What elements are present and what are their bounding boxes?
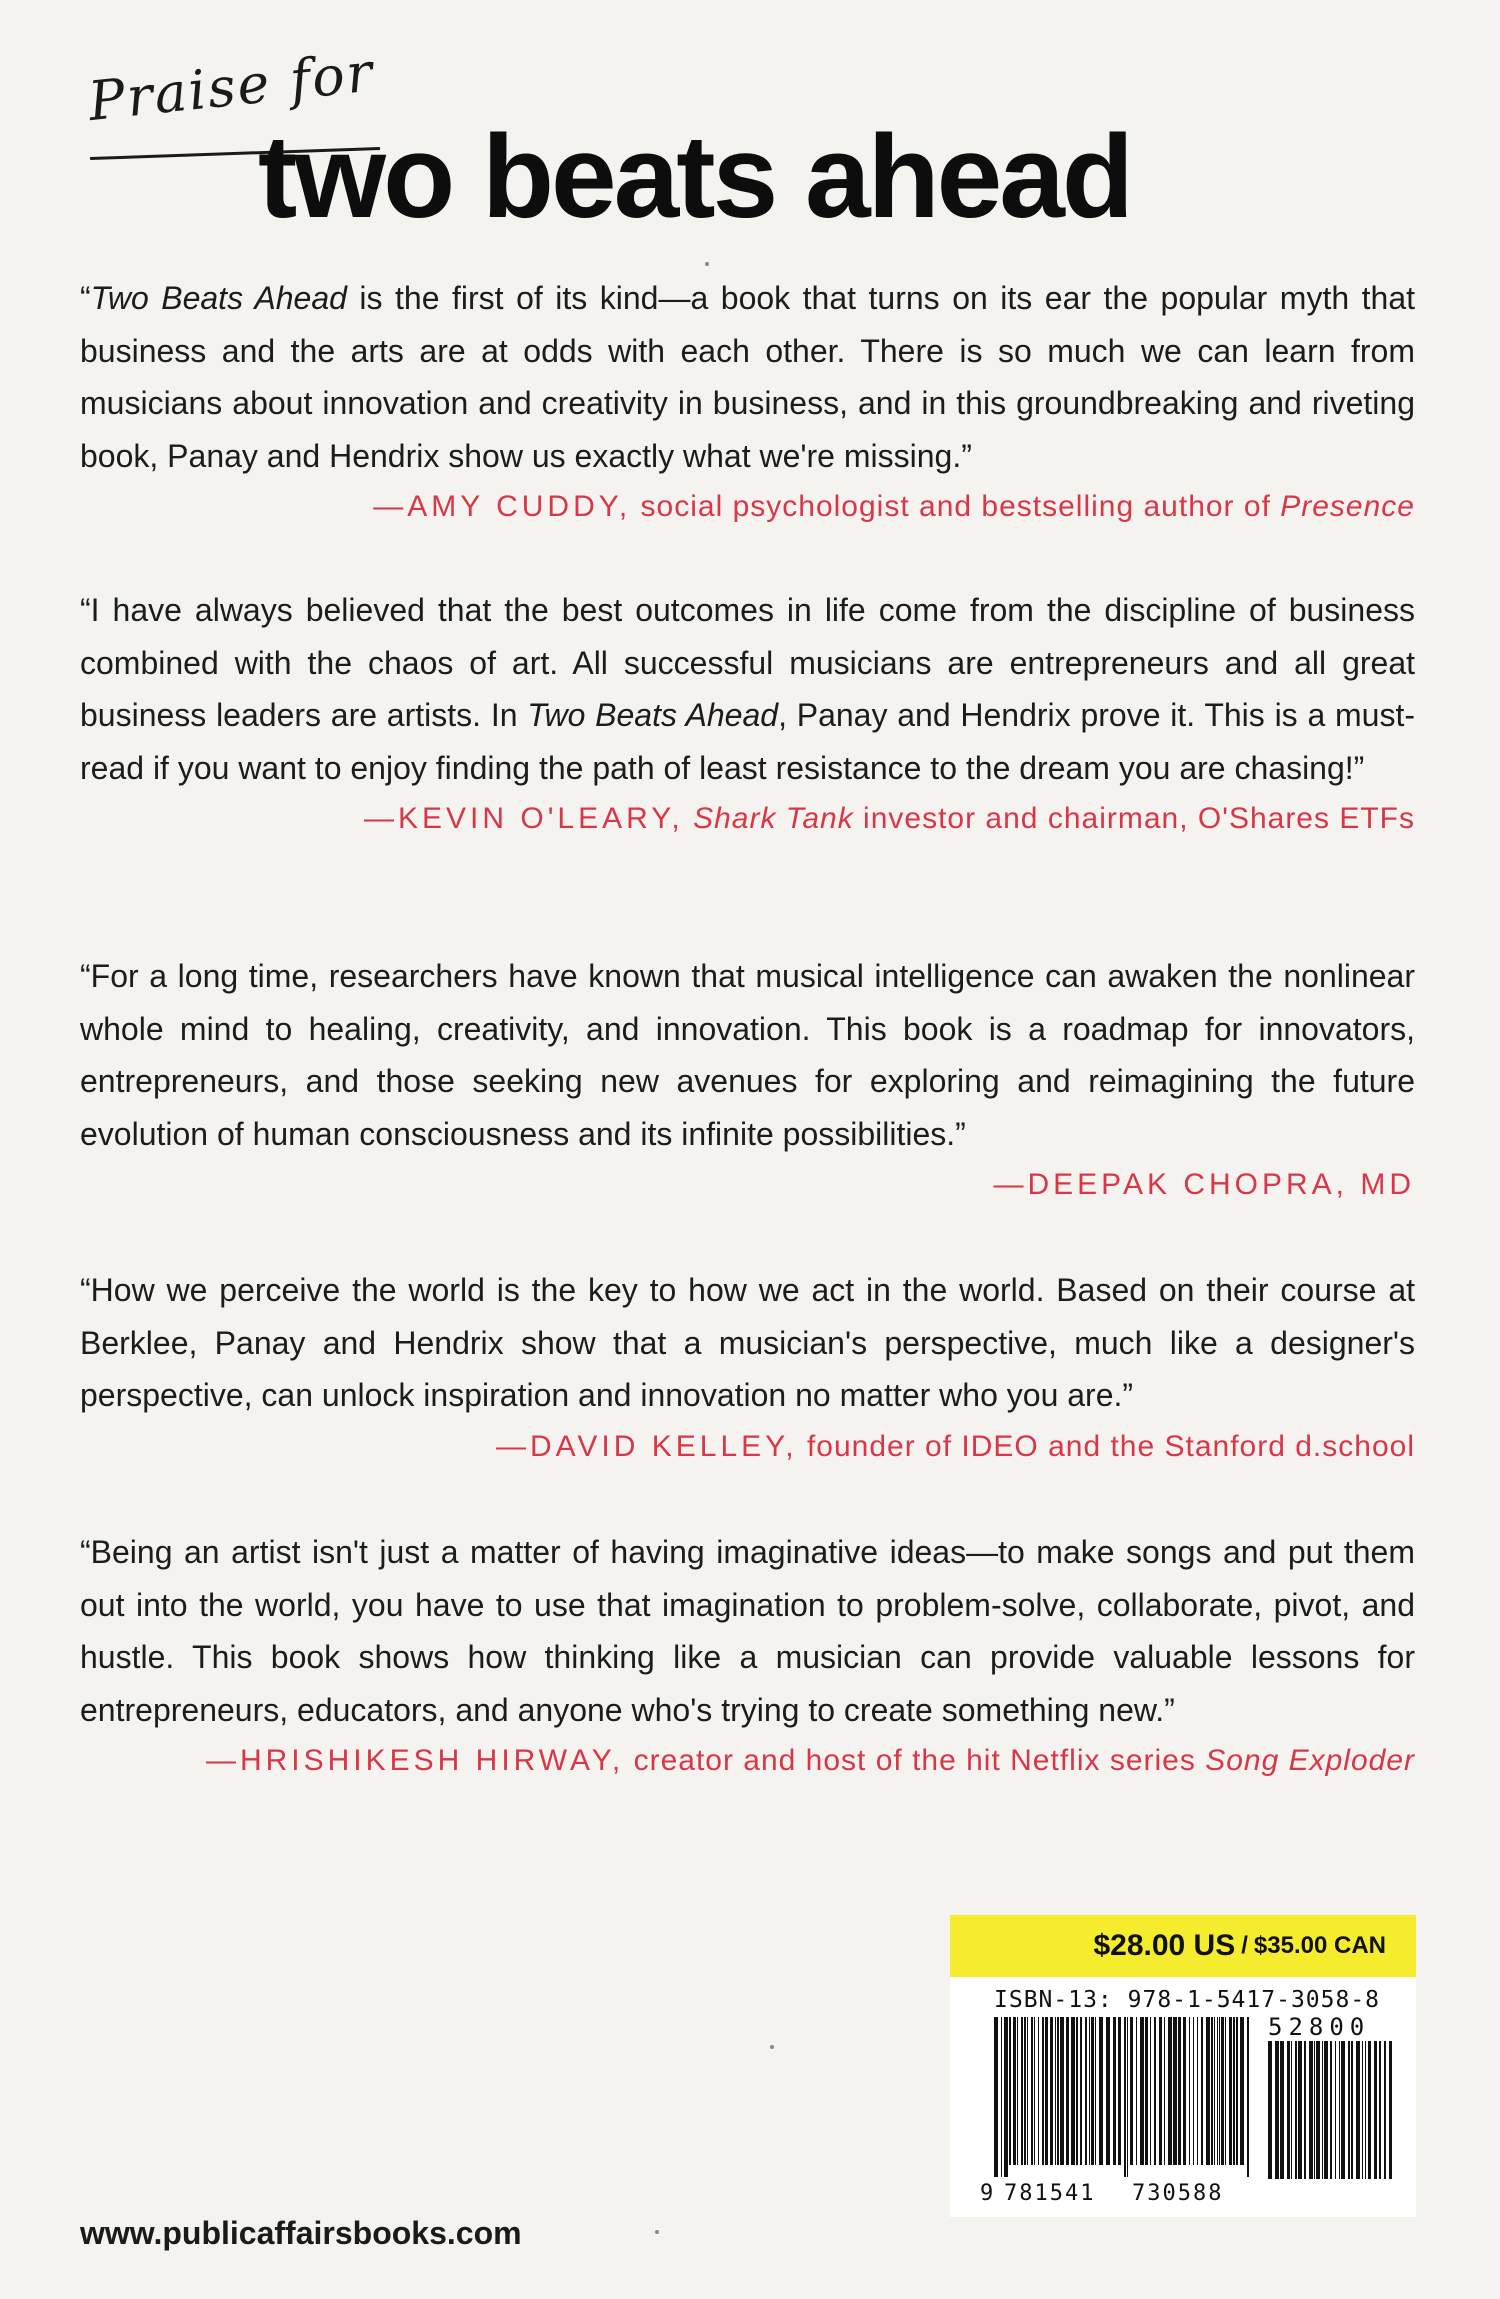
- barcode-bar: [1240, 2017, 1244, 2165]
- barcode-bar: [1189, 2017, 1190, 2165]
- barcode-bar: [1045, 2017, 1048, 2165]
- barcode-bar: [1050, 2017, 1053, 2165]
- barcode-addon-bars: [1268, 2041, 1398, 2191]
- barcode-bar: [1060, 2017, 1064, 2165]
- barcode-bar: [1384, 2041, 1386, 2179]
- blurb-amy-cuddy: [80, 272, 1415, 532]
- blurb-text: “How we perceive the world is the key to how we act in the world. Based on their course at Berklee, Panay and Hendrix show that a musician's perspective, much like a designer's perspective, can unlock inspiration and innovation no matter who you are.”: [80, 1272, 1415, 1413]
- speck: [655, 2230, 659, 2234]
- barcode-bar: [1127, 2017, 1128, 2177]
- barcode-bar: [1229, 2017, 1232, 2165]
- price-label: [950, 1915, 1416, 1977]
- barcode-bar: [1280, 2041, 1284, 2179]
- attribution-name: —KEVIN O'LEARY,: [364, 802, 684, 835]
- barcode-bar: [1066, 2017, 1069, 2165]
- attribution-name: —HRISHIKESH HIRWAY,: [205, 1744, 625, 1777]
- blurb-attribution: [80, 794, 1415, 844]
- barcode-bar: [1089, 2017, 1090, 2165]
- blurb-deepak-chopra: [80, 950, 1415, 1210]
- barcode-bar: [1013, 2017, 1016, 2165]
- barcode-bar: [1351, 2041, 1353, 2179]
- barcode-bar: [1362, 2041, 1363, 2179]
- barcode-bar: [1356, 2041, 1360, 2179]
- barcode-bar: [1304, 2041, 1306, 2179]
- blurb-attribution: [80, 1736, 1415, 1786]
- barcode: [950, 1977, 1416, 2217]
- barcode-bar: [1219, 2017, 1220, 2165]
- attribution-name: —DAVID KELLEY,: [495, 1429, 798, 1463]
- barcode-bar: [1038, 2017, 1039, 2165]
- barcode-bar: [1145, 2017, 1148, 2165]
- ean-first-digit: 9: [980, 2181, 994, 2206]
- barcode-main-bars: [994, 2017, 1256, 2177]
- barcode-bar: [1206, 2017, 1210, 2165]
- barcode-bar: [1154, 2017, 1156, 2165]
- attribution-role: social psychologist and bestselling author of: [631, 490, 1281, 523]
- barcode-bar: [1027, 2017, 1028, 2165]
- barcode-bar: [994, 2017, 998, 2177]
- ean-right-digits: 730588: [1132, 2181, 1224, 2206]
- barcode-bar: [1168, 2017, 1172, 2165]
- barcode-bar: [1113, 2017, 1116, 2165]
- barcode-bar: [1341, 2041, 1345, 2179]
- barcode-bar: [1106, 2017, 1110, 2165]
- speck: [770, 2045, 774, 2049]
- barcode-bar: [1389, 2041, 1392, 2179]
- barcode-bar: [1214, 2017, 1215, 2165]
- blurb-david-kelley: [80, 1264, 1415, 1472]
- attribution-book: Presence: [1280, 490, 1415, 523]
- barcode-bar: [1159, 2017, 1162, 2165]
- barcode-bar: [1314, 2041, 1315, 2179]
- barcode-bar: [1004, 2017, 1008, 2177]
- attribution-role: creator and host of the hit Netflix series: [624, 1744, 1206, 1777]
- barcode-bar: [1197, 2017, 1198, 2165]
- barcode-bar: [1236, 2017, 1238, 2165]
- barcode-bar: [1368, 2041, 1371, 2179]
- barcode-addon-number: 52800: [1268, 2013, 1371, 2041]
- barcode-bar: [1348, 2041, 1350, 2179]
- barcode-bar: [1247, 2017, 1249, 2177]
- blurb-text: “Being an artist isn't just a matter of having imaginative ideas—to make songs and put them out into the world, you have to use that imagination to problem-solve, collaborate, pivot, and hustle. This book shows how thinking like a musician can provide valuable lessons for entrepreneurs, educators, and anyone who's trying to create something new.”: [80, 1534, 1415, 1728]
- praise-for-label: Praise for: [85, 40, 378, 133]
- barcode-bar: [1031, 2017, 1033, 2165]
- barcode-bar: [1233, 2017, 1235, 2165]
- blurb-body: “I have always believed that the best outcomes in life come from the discipline of business combined with the chaos of art. All successful musicians are entrepreneurs and all great business leaders are artists. In: [80, 592, 1415, 733]
- barcode-bar: [1173, 2017, 1177, 2165]
- barcode-bar: [1091, 2017, 1094, 2165]
- barcode-bar: [1330, 2041, 1332, 2179]
- barcode-bar: [1164, 2017, 1165, 2165]
- barcode-bar: [1193, 2017, 1194, 2165]
- price-separator: /: [1241, 1932, 1248, 1959]
- barcode-bar: [1099, 2017, 1103, 2165]
- publisher-website[interactable]: www.publicaffairsbooks.com: [80, 2215, 522, 2251]
- speck: [705, 262, 709, 266]
- price-can: $35.00 CAN: [1253, 1932, 1386, 1959]
- barcode-bar: [1322, 2041, 1323, 2179]
- attribution-show: Song Exploder: [1205, 1744, 1415, 1777]
- barcode-bar: [1042, 2017, 1044, 2165]
- barcode-bar: [1379, 2041, 1381, 2179]
- barcode-bar: [1183, 2017, 1186, 2165]
- barcode-bar: [1055, 2017, 1056, 2165]
- price-us: $28.00 US: [1093, 1929, 1236, 1962]
- barcode-bar: [1076, 2017, 1078, 2165]
- barcode-bar: [1150, 2017, 1151, 2165]
- barcode-bar: [1021, 2017, 1023, 2165]
- barcode-bar: [1335, 2041, 1336, 2179]
- barcode-bar: [1201, 2017, 1203, 2165]
- barcode-bar: [1085, 2017, 1087, 2165]
- blurb-attribution: [80, 482, 1415, 532]
- barcode-bar: [1295, 2041, 1297, 2179]
- barcode-bar: [1080, 2017, 1082, 2165]
- blurb-attribution: [80, 1422, 1415, 1472]
- blurb-book-title: Two Beats Ahead: [90, 280, 347, 316]
- barcode-bar: [1298, 2041, 1302, 2179]
- blurb-text: “Two Beats Ahead is the first of its kind—a book that turns on its ear the popular myth that business and the arts are at odds with each other. There is so much we can learn from musicians about innovation and creativity in business, and in this groundbreaking and riveting book, Panay and Hendrix show us exactly what we're missing.”: [80, 280, 1416, 474]
- barcode-bar: [1178, 2017, 1181, 2165]
- barcode-bar: [1009, 2017, 1011, 2165]
- barcode-bar: [1118, 2017, 1121, 2165]
- barcode-bar: [1024, 2017, 1026, 2165]
- barcode-bar: [1034, 2017, 1035, 2165]
- barcode-bar: [1211, 2017, 1213, 2165]
- barcode-bar: [1287, 2041, 1290, 2179]
- attribution-show: Shark Tank: [683, 802, 854, 835]
- barcode-bar: [1057, 2017, 1059, 2165]
- barcode-bar: [1291, 2041, 1292, 2179]
- attribution-role: founder of IDEO and the Stanford d.school: [797, 1429, 1415, 1463]
- barcode-bar: [1324, 2041, 1328, 2179]
- blurb-text: “For a long time, researchers have known that musical intelligence can awaken the nonlinear whole mind to healing, creativity, and innovation. This book is a roadmap for innovators, entrepreneurs, and those seeking new avenues for exploring and reimagining the future evolution of human consciousness and its infinite possibilities.”: [80, 958, 1415, 1152]
- blurb-text: [80, 584, 1415, 794]
- barcode-bar: [1017, 2017, 1018, 2165]
- ean-left-digits: 781541: [1004, 2181, 1096, 2206]
- barcode-bar: [1124, 2017, 1126, 2177]
- attribution-name: —DEEPAK CHOPRA, MD: [993, 1168, 1415, 1201]
- barcode-bar: [1309, 2041, 1313, 2179]
- blurb-kevin-oleary: [80, 584, 1415, 844]
- blurb-body: is the first of its kind—a book that turns on its ear the popular myth that business and the arts are at odds with each other. There is so much we can learn from musicians about innovation and creativity in business, and in this groundbreaking and riveting book, Panay and Hendrix show us exactly what we're missing.”: [80, 280, 1416, 474]
- barcode-bar: [1316, 2041, 1320, 2179]
- barcode-bar: [1136, 2017, 1137, 2165]
- barcode-bar: [1001, 2017, 1002, 2177]
- barcode-bar: [1339, 2041, 1340, 2179]
- attribution-name: —AMY CUDDY,: [373, 490, 632, 523]
- barcode-bar: [1275, 2041, 1279, 2179]
- blurb-hrishikesh-hirway: [80, 1526, 1415, 1786]
- barcode-bar: [1071, 2017, 1075, 2165]
- attribution-role: investor and chairman, O'Shares ETFs: [853, 802, 1415, 835]
- barcode-bar: [1268, 2041, 1272, 2179]
- barcode-bar: [1130, 2017, 1133, 2165]
- isbn-number: ISBN-13: 978-1-5417-3058-8: [994, 1987, 1381, 2013]
- barcode-bar: [1374, 2041, 1377, 2179]
- barcode-bar: [1140, 2017, 1144, 2165]
- barcode-bar: [1225, 2017, 1226, 2165]
- book-title: two beats ahead: [258, 111, 1132, 243]
- barcode-bar: [1095, 2017, 1096, 2165]
- barcode-bar: [1217, 2017, 1218, 2165]
- blurb-body-end: , Panay and Hendrix prove it. This is a must-read if you want to enjoy finding the path of least resistance to the dream you are chasing!”: [80, 697, 1416, 786]
- barcode-bar: [1365, 2041, 1366, 2179]
- blurb-book-title: Two Beats Ahead: [527, 697, 779, 733]
- barcode-bar: [1221, 2017, 1224, 2165]
- blurb-attribution: [80, 1160, 1415, 1210]
